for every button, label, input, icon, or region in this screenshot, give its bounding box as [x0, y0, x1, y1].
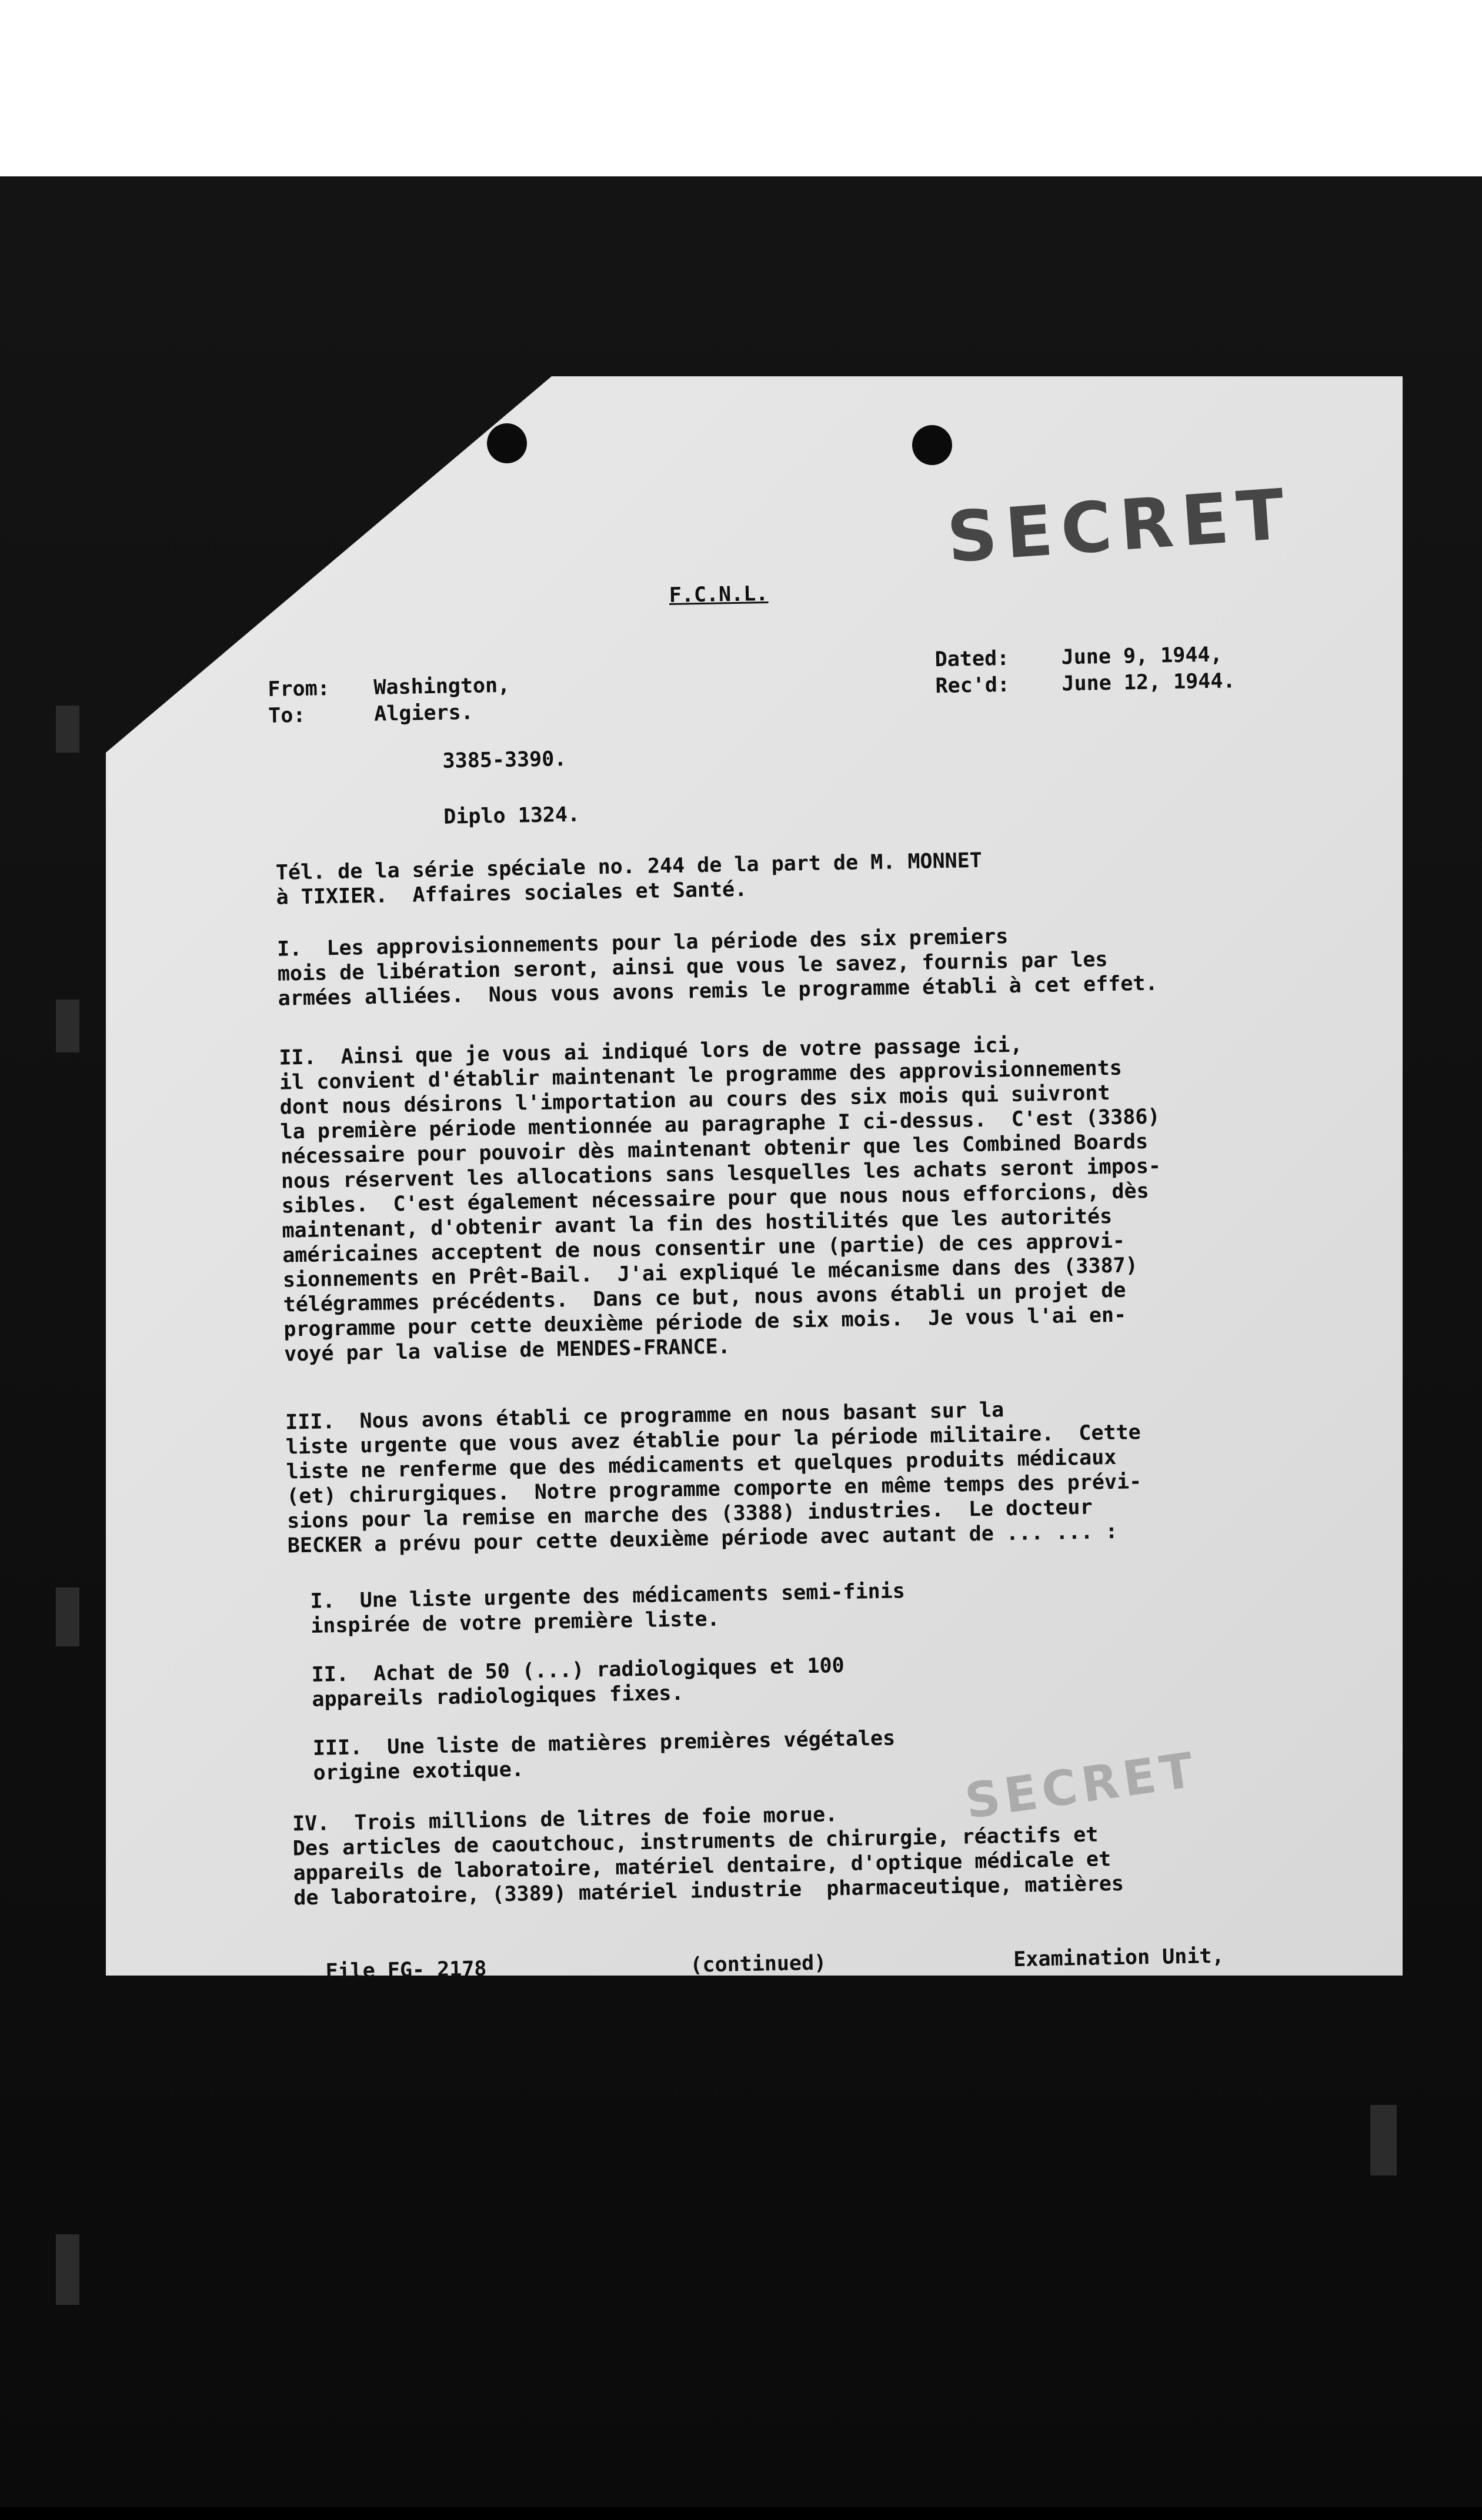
paragraph-2: II. Ainsi que je vous ai indiqué lors de votre passage ici, il convient d'établir maintenant le programme des approvisionnements dont nous désirons l'importation au cours des six mois qui suivront la première période mentionnée au paragraphe I ci-dessus. C'est (3386) nécessaire pour pouvoir dès maintenant obtenir que les Combined Boards nous réservent les allocations sans lesquelles les achats seront impos- sibles. C'est également nécessaire pour que nous nous efforcions, dès maintenant, d'obtenir avant la fin des hostilités que les autorités américaines acceptent de nous consentir une (partie) de ces approvi- sionnements en Prêt-Bail. J'ai expliqué le mécanisme dans des (3387) télégrammes précédents. Dans ce but, nous avons établi un projet de programme pour cette deuxième période de six mois. Je vous l'ai en- voyé par la valise de MENDES-FRANCE.	[279, 1033, 1161, 1366]
faint-secret-stamp: SECRET	[962, 1742, 1202, 1830]
list-item-2: II. Achat de 50 (...) radiologiques et 100 appareils radiologiques fixes.	[311, 1654, 845, 1712]
from-value: Washington,	[373, 673, 510, 700]
from-label: From:	[268, 677, 331, 701]
paragraph-1: I. Les approvisionnements pour la période des six premiers mois de libération seront, ainsi que vous le savez, fournis par les armées alliées. Nous vous avons remis le programme établi à cet effet.	[276, 925, 1158, 1011]
received-value: June 12, 1944.	[1062, 669, 1236, 696]
secret-stamp: SECRET	[944, 473, 1296, 579]
list-item-1: I. Une liste urgente des médicaments semi-finis inspirée de votre première liste.	[310, 1579, 906, 1638]
dated-label: Dated:	[934, 646, 1010, 672]
dated-value: June 9, 1944,	[1061, 643, 1223, 670]
continued-note: (continued)	[690, 1951, 827, 1977]
diplo-number: Diplo 1324.	[443, 803, 580, 829]
agency-heading: F.C.N.L.	[669, 582, 769, 607]
file-number: File FG- 2178	[325, 1957, 487, 1984]
examination-unit: Examination Unit,	[1013, 1944, 1224, 1972]
to-label: To:	[268, 703, 306, 728]
list-item-4: IV. Trois millions de litres de foie morue. Des articles de caoutchouc, instruments de chirurgie, réactifs et appareils de laboratoire, matériel dentaire, d'optique médicale et de laboratoire, (3389) matériel industrie pharmaceutique, matières	[292, 1803, 1124, 1910]
paragraph-3: III. Nous avons établi ce programme en nous basant sur la liste urgente que vous avez établie pour la période militaire. Cette liste ne renferme que des médicaments et quelques produits médicaux (et) chirurgiques. Notre programme comporte en même temps des prévi- sions pour la remise en marche des (3388) industries. Le docteur BECKER a prévu pour cette deuxième période avec autant de ... ... :	[285, 1398, 1142, 1558]
intro-paragraph: Tél. de la série spéciale no. 244 de la part de M. MONNET à TIXIER. Affaires sociales et Santé.	[275, 848, 983, 910]
list-item-3: III. Une liste de matières premières végétales origine exotique.	[312, 1726, 896, 1785]
to-value: Algiers.	[373, 700, 474, 726]
message-numbers: 3385-3390.	[442, 747, 567, 773]
received-label: Rec'd:	[935, 673, 1010, 698]
